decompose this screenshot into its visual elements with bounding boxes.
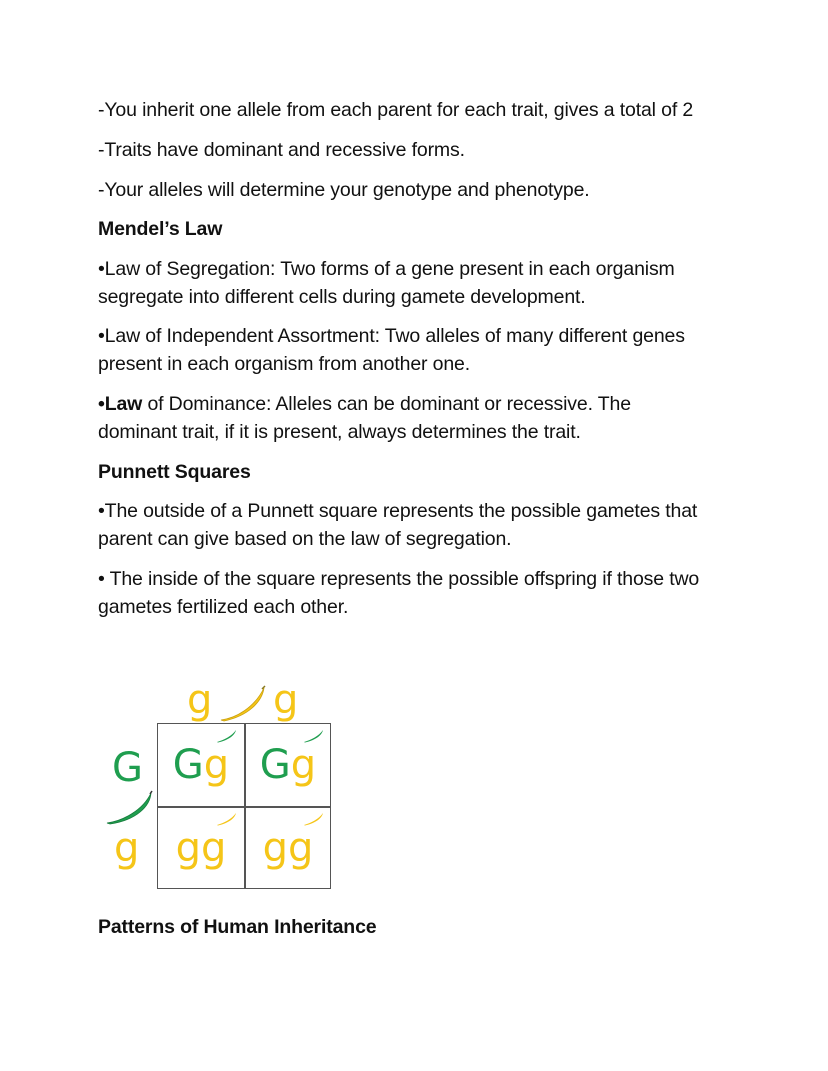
- cell-r2-c1-allele-a: g: [175, 825, 201, 871]
- dominance-line-1: [98, 390, 631, 418]
- left-allele-1: G: [112, 745, 143, 791]
- cell-r2-c2-allele-b: g: [288, 825, 314, 871]
- cell-r1-c2-allele-b: g: [290, 742, 317, 788]
- green-pod-mini-icon: [303, 729, 325, 743]
- cell-r2-c2-allele-a: g: [262, 825, 288, 871]
- yellow-pea-pod-icon: [218, 684, 268, 724]
- dominance-line-1-rest: of Dominance: Alleles can be dominant or recessive. The: [142, 393, 631, 415]
- yellow-pod-mini-icon: [303, 812, 325, 826]
- intro-line-3: -Your alleles will determine your genotype and phenotype.: [98, 179, 590, 201]
- green-pea-pod-icon: [105, 790, 155, 826]
- independent-line-1: •Law of Independent Assortment: Two alleles of many different genes: [98, 325, 685, 347]
- intro-line-2: -Traits have dominant and recessive forms.: [98, 139, 465, 161]
- cell-r1-c2-allele-a: G: [259, 742, 291, 788]
- yellow-pod-mini-icon: [216, 812, 238, 826]
- independent-line-2: present in each organism from another one.: [98, 353, 470, 375]
- outside-line-2: parent can give based on the law of segregation.: [98, 528, 512, 550]
- punnett-grid: [157, 723, 331, 889]
- punnett-square-diagram: [100, 672, 340, 897]
- cell-r1-c1-allele-b: g: [203, 742, 230, 788]
- dominance-bold-word: Law: [104, 393, 143, 415]
- dominance-line-2: dominant trait, if it is present, always determines the trait.: [98, 421, 581, 443]
- dominance-bullet: •: [98, 393, 105, 415]
- inside-line-2: gametes fertilized each other.: [98, 596, 349, 618]
- green-pod-mini-icon: [216, 729, 238, 743]
- left-allele-2: g: [114, 825, 140, 871]
- segregation-line-2: segregate into different cells during gamete development.: [98, 286, 586, 308]
- cell-r1-c1-allele-a: G: [172, 742, 204, 788]
- patterns-heading: Patterns of Human Inheritance: [98, 916, 377, 938]
- top-allele-1: g: [187, 677, 213, 723]
- mendel-heading: Mendel’s Law: [98, 218, 223, 240]
- intro-line-1: -You inherit one allele from each parent for each trait, gives a total of 2: [98, 99, 694, 121]
- punnett-heading: Punnett Squares: [98, 461, 251, 483]
- top-allele-2: g: [273, 677, 299, 723]
- segregation-line-1: •Law of Segregation: Two forms of a gene present in each organism: [98, 258, 675, 280]
- outside-line-1: •The outside of a Punnett square represents the possible gametes that: [98, 500, 698, 522]
- inside-line-1: • The inside of the square represents the possible offspring if those two: [98, 568, 700, 590]
- cell-r2-c1-allele-b: g: [201, 825, 227, 871]
